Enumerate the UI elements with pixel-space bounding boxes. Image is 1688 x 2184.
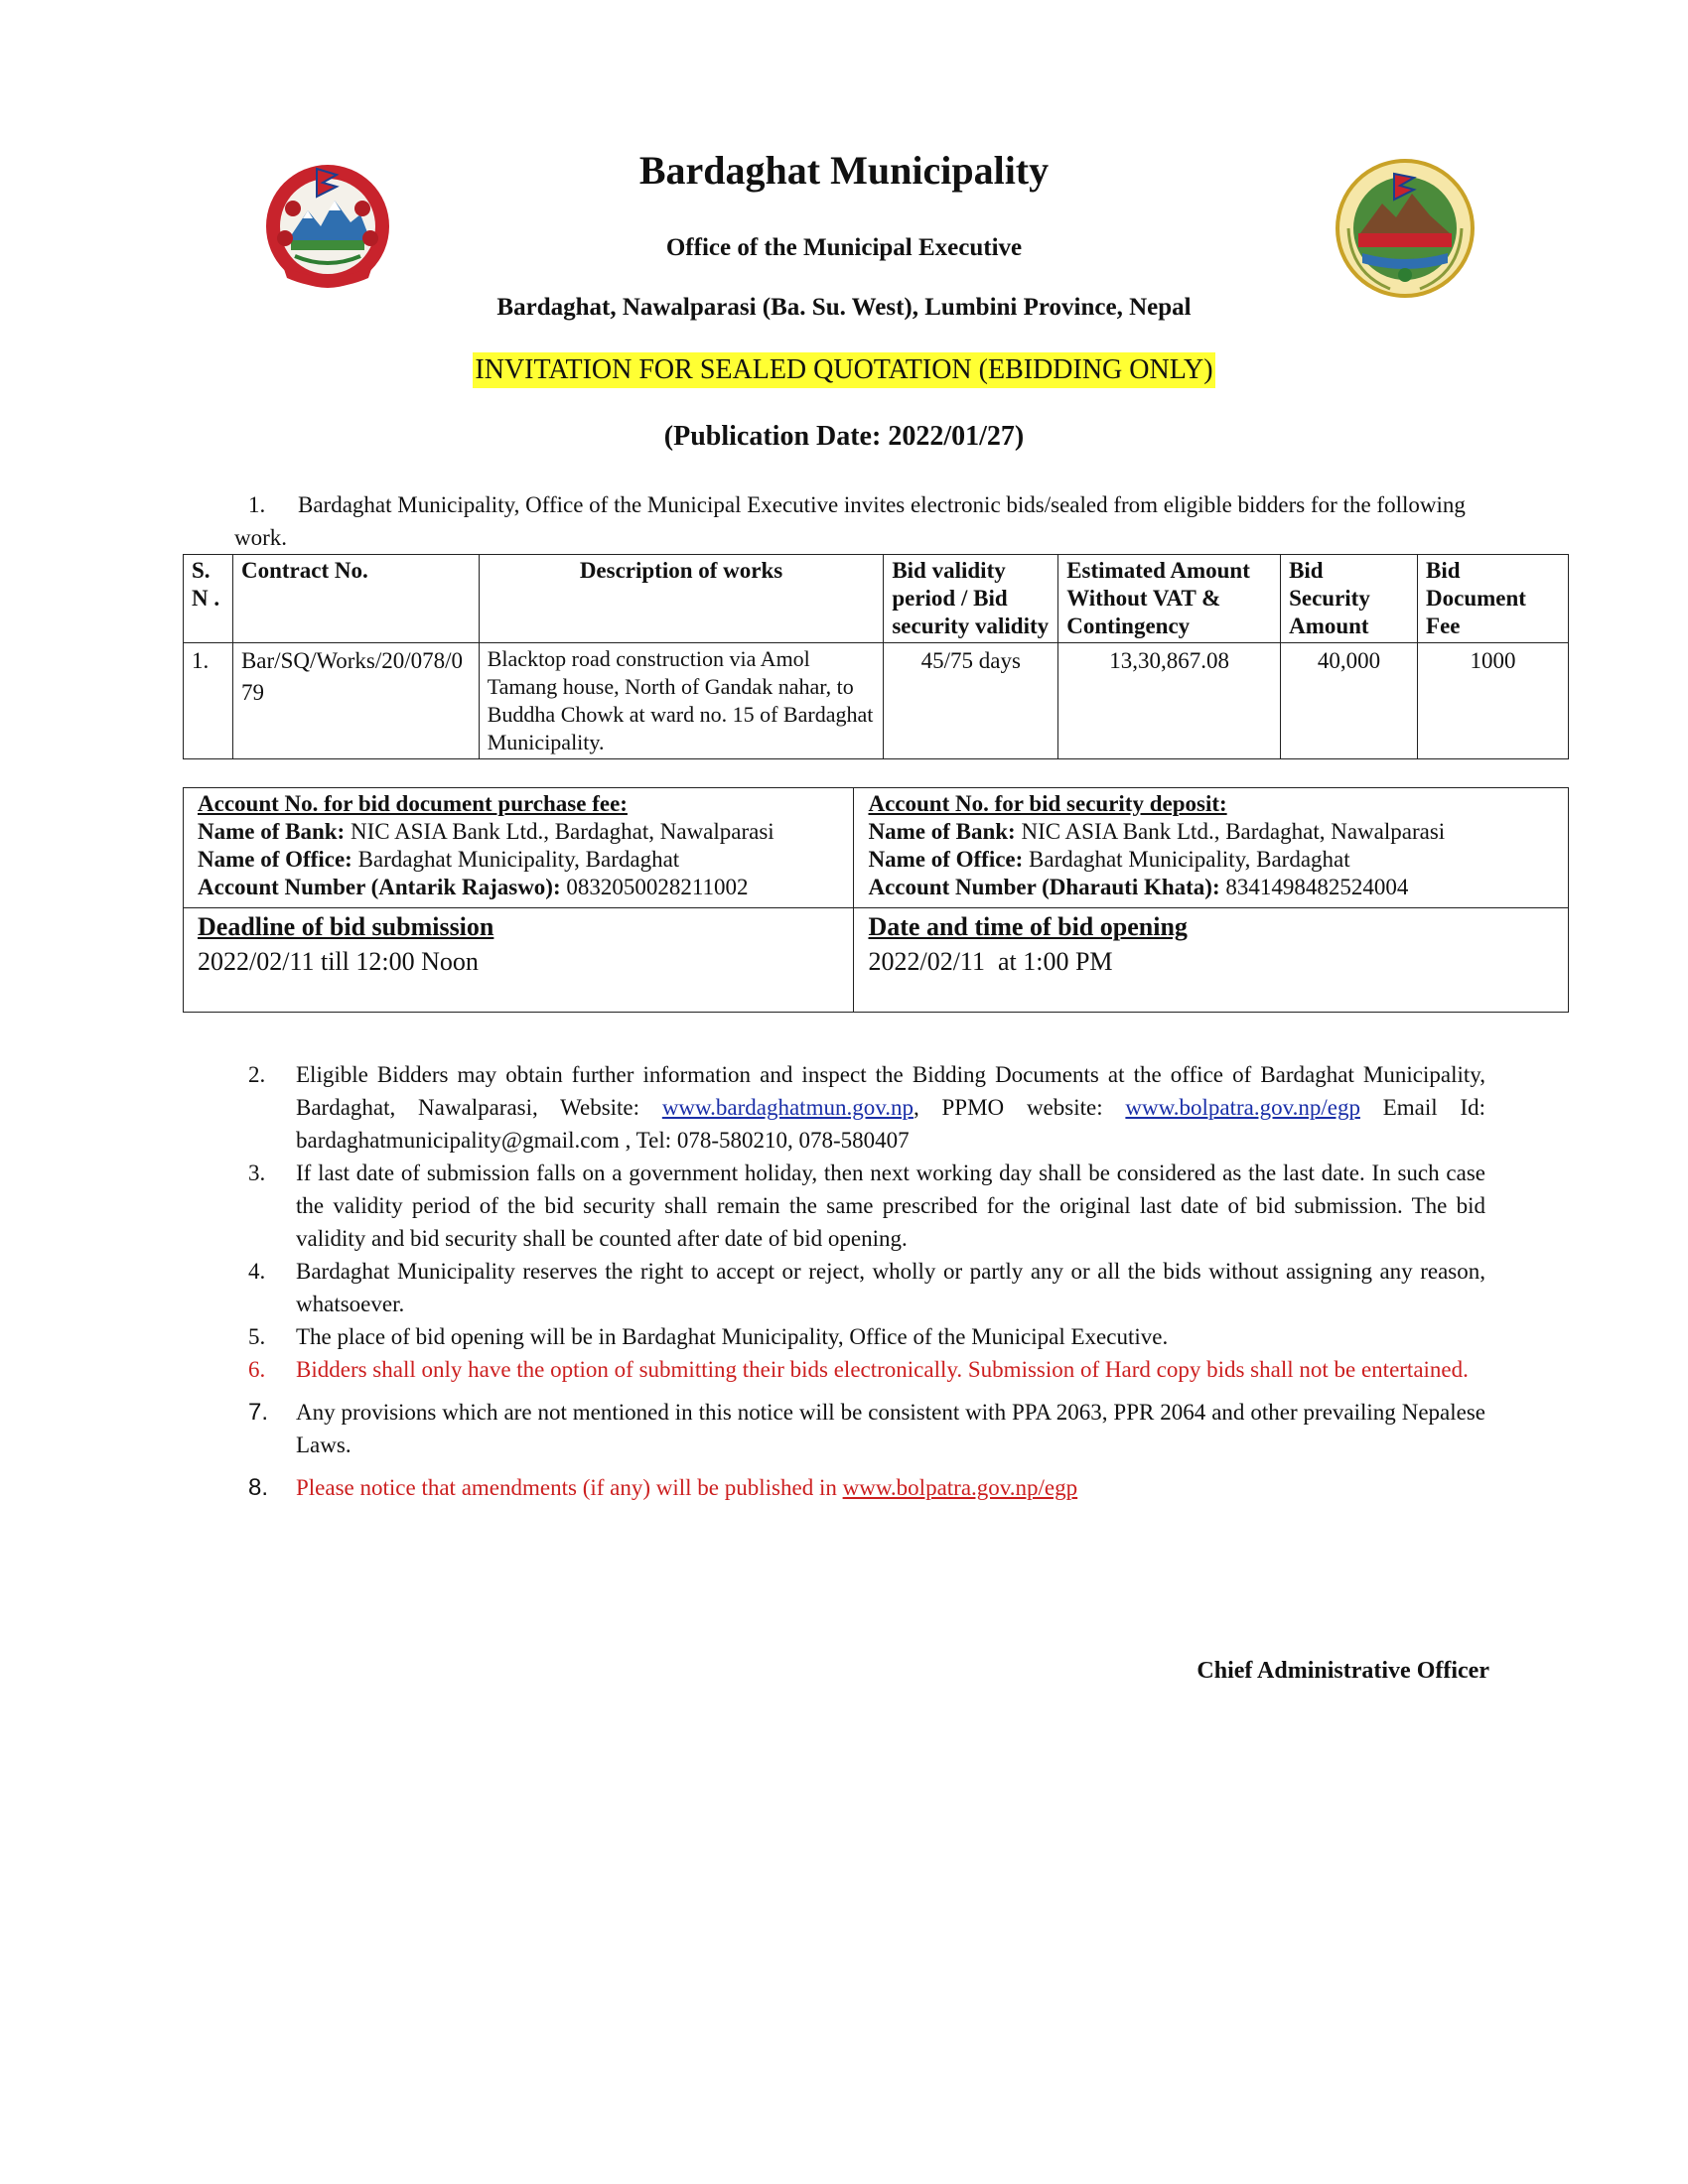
invitation-banner — [0, 352, 1688, 388]
intro-text: Bardaghat Municipality, Office of the Municipal Executive invites electronic bids/sealed from eligible bidders for the following work. — [234, 492, 1466, 550]
list-item: 2. Eligible Bidders may obtain further information and inspect the Bidding Documents at the office of Bardaghat Municipality, Bardaghat, Nawalparasi, Website: www.bardaghatmun.gov.np, PPMO website: www.bolpatra.gov.np/egp Email Id: bardaghatmunicipality@gmail.com , Tel: 078-580210, 078-580407 — [248, 1062, 1486, 1153]
security-bank: Name of Bank: NIC ASIA Bank Ltd., Bardaghat, Nawalparasi — [868, 819, 1446, 844]
cell-sn: 1. — [184, 643, 233, 759]
cell-contract-no: Bar/SQ/Works/20/078/079 — [232, 643, 479, 759]
accounts-row — [184, 788, 1569, 908]
list-item: 6. Bidders shall only have the option of submitting their bids electronically. Submission of Hard copy bids shall not be entertained. — [248, 1357, 1469, 1382]
security-account-box — [854, 788, 1569, 908]
header-description: Description of works — [479, 555, 884, 643]
cell-bid-validity: 45/75 days — [884, 643, 1058, 759]
list-item: 7. Any provisions which are not mentioned in this notice will be consistent with PPA 2063, PPR 2064 and other prevailing Nepalese Laws. — [248, 1399, 1485, 1457]
doc-fee-heading: Account No. for bid document purchase fee: — [198, 791, 628, 816]
invitation-text: INVITATION FOR SEALED QUOTATION (EBIDDING ONLY) — [473, 352, 1214, 388]
deadlines-row — [184, 908, 1569, 1013]
table-row — [184, 643, 1569, 759]
page-title: Bardaghat Municipality — [638, 148, 1050, 193]
publication-date: (Publication Date: 2022/01/27) — [663, 421, 1025, 452]
submission-deadline-box — [184, 908, 854, 1013]
list-item: 4. Bardaghat Municipality reserves the right to accept or reject, wholly or partly any or all the bids without assigning any reason, whatsoever. — [248, 1259, 1485, 1316]
opening-heading: Date and time of bid opening — [868, 912, 1188, 941]
accounts-table — [183, 787, 1569, 1013]
ppmo-link[interactable]: www.bolpatra.gov.np/egp — [1125, 1095, 1360, 1120]
header-estimated-amount: Estimated Amount Without VAT & Contingency — [1058, 555, 1281, 643]
doc-fee-account-number: Account Number (Antarik Rajaswo): 0832050028211002 — [198, 875, 749, 899]
list-item: 5. The place of bid opening will be in Bardaghat Municipality, Office of the Municipal Executive. — [248, 1324, 1169, 1349]
cell-estimated-amount: 13,30,867.08 — [1058, 643, 1281, 759]
doc-fee-account-box — [184, 788, 854, 908]
office-address: Bardaghat, Nawalparasi (Ba. Su. West), Lumbini Province, Nepal — [496, 294, 1192, 321]
website-link[interactable]: www.bardaghatmun.gov.np — [661, 1095, 914, 1120]
amendments-link[interactable]: www.bolpatra.gov.np/egp — [842, 1475, 1078, 1500]
list-item: 8. Please notice that amendments (if any) will be published in www.bolpatra.gov.np/egp — [248, 1474, 1078, 1501]
header-bid-security: Bid Security Amount — [1281, 555, 1418, 643]
intro-paragraph — [234, 488, 1485, 554]
works-table — [183, 554, 1569, 759]
submission-value: 2022/02/11 till 12:00 Noon — [198, 947, 479, 976]
doc-fee-office: Name of Office: Bardaghat Municipality, Bardaghat — [198, 847, 680, 872]
header-contract-no: Contract No. — [232, 555, 479, 643]
header-bid-validity: Bid validity period / Bid security validity — [884, 555, 1058, 643]
signoff: Chief Administrative Officer — [1196, 1658, 1489, 1684]
cell-description: Blacktop road construction via Amol Tamang house, North of Gandak nahar, to Buddha Chowk at ward no. 15 of Bardaghat Municipality. — [479, 643, 884, 759]
opening-time-box — [854, 908, 1569, 1013]
cell-bid-doc-fee: 1000 — [1418, 643, 1569, 759]
office-name: Office of the Municipal Executive — [665, 234, 1023, 261]
header-bid-doc-fee: Bid Document Fee — [1418, 555, 1569, 643]
security-office: Name of Office: Bardaghat Municipality, Bardaghat — [868, 847, 1350, 872]
cell-bid-security: 40,000 — [1281, 643, 1418, 759]
table-header-row — [184, 555, 1569, 643]
header-sn: S. N . — [184, 555, 233, 643]
intro-number: 1. — [248, 492, 266, 517]
notice-list — [234, 1058, 1485, 1504]
opening-value: 2022/02/11 at 1:00 PM — [868, 947, 1113, 976]
security-account-number: Account Number (Dharauti Khata): 8341498482524004 — [868, 875, 1409, 899]
list-item: 3. If last date of submission falls on a government holiday, then next working day shall be considered as the last date. In such case the validity period of the bid security shall remain the same prescribed for the original last date of bid submission. The bid validity and bid security shall be counted after date of bid opening. — [248, 1160, 1485, 1251]
security-heading: Account No. for bid security deposit: — [868, 791, 1227, 816]
doc-fee-bank: Name of Bank: NIC ASIA Bank Ltd., Bardaghat, Nawalparasi — [198, 819, 774, 844]
submission-heading: Deadline of bid submission — [198, 912, 494, 941]
